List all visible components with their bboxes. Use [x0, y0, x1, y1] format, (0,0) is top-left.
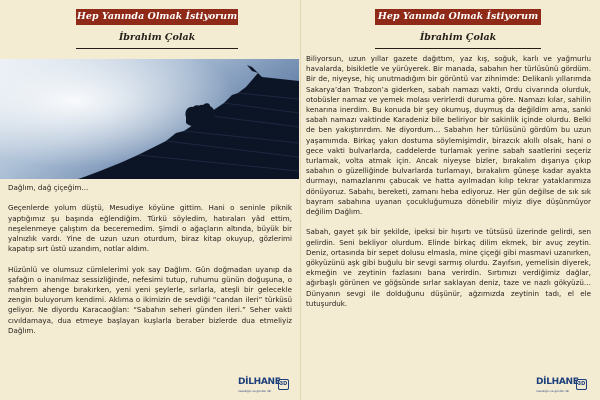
right-paragraph-2: Sabah, gayet şık bir şekilde, ipeksi bir hışırtı ve tütsüsü üzerinde gelirdi, sen gelirdin. Seni bekliyor olurdum. Elinde birkaç dilim ekmek, bir avuç zeytin. Deniz, ortasında bir sepet dolusu elmasla, mine çiçeği gibi masmavi uzanırken, gökyüzünü aşk gibi buğulu bir sevgi sarmış olurdu. Zayıfsın, yemelisin diyerek, ekmeğin ve zeytinin fazlasını bana verirdin. Sırtımızı verdiğimiz dağlar, ağırbaşlı görünen ve göğsünde sırlar saklayan deniz, taze ve nazlı gökyüzü… Dünyanın sevgi ile dolduğunu düşünür, ağzımızda zeytinin tadı, el ele tutuşurduk.	[306, 227, 591, 308]
book-title-banner: Hep Yanında Olmak İstiyorum	[76, 9, 238, 25]
book-title-banner-right: Hep Yanında Olmak İstiyorum	[375, 9, 541, 25]
right-body-text	[306, 54, 591, 309]
header-rule-right	[375, 48, 541, 49]
publisher-badge-icon-right	[576, 379, 587, 390]
rooftop-doves-photo	[0, 59, 299, 179]
publisher-name: DİLHANE	[238, 377, 281, 387]
author-name-right: İbrahim Çolak	[419, 32, 497, 43]
left-paragraph-1: Dağlım, dağ çiçeğim…	[8, 183, 89, 192]
publisher-name-right: DİLHANE	[536, 377, 579, 387]
publisher-logo	[238, 377, 290, 395]
left-paragraph-3: Hüzünlü ve olumsuz cümlelerimi yok say Dağlım. Gün doğmadan uyanıp da şafağın o inanılmaz sessizliğinde, nefesimi tutup, ruhumu günün doğuşuna, o mahrem ahenge bırakırken, yeni yeni şeylerle, sırlarla, ateşli bir gelecekle zengin buluyorum kendimi. Aklıma o ikimizin de sevdiği “candan ileri” türküsü geliyor. Ne diyordu Karacaoğlan: “Sabahın seheri günden ileri.” Seher vakti cıvıldamaya, dua etmeye başlayan kuşlarla beraber bizlerde dua etmeliyiz Dağlım.	[8, 264, 292, 335]
publisher-tagline-right: insanlığın ve gönlün dili	[536, 389, 570, 393]
publisher-badge-label: 3D	[279, 381, 288, 387]
header-rule	[76, 48, 238, 49]
publisher-badge-label-right: 3D	[577, 381, 586, 387]
right-paragraph-1: Biliyorsun, uzun yıllar gazete dağıttım, yaz kış, soğuk, karlı ve yağmurlu havalarda, bisikletle ve yürüyerek. Bir manada, sabahın her türlüsünü gördüm. Bir de, niyeyse, hiç unutmadığım bir görüntü var zihnimde: Delikanlı yıllarımda Sakarya’dan Trabzon’a giderken, sabah namazı vakti, Ordu civarında olurduk, otobüsler namaz ve yemek molası verirlerdi duruma göre. Namazı kılar, sahilin kenarına inerdim. Bu konuda bir şey okumuş, duymuş da değildim ama, sanki sabah namazı vaktinde Karadeniz bile beliriyor bir sakinlik içinde olurdu. Belki de ben yakıştırırdım. Ne diyordum… Sabahın her türlüsünü gördüm bu uzun yaşamımda. Birkaç yakın dostuma söylemişimdir, birazcık akıllı olsak, hani o gece vakti bulvarlarda, caddelerde turlamak yerine sabah saatlerini seçeriz turlamak, volta atmak için. Ancak niyeyse bizler, bırakalım dışarıya çıkıp sabahın o güzelliğinde bulvarlarda turlamayı, bırakalım güneşe kadar ayakta durmayı, namazlarımı çabucak ve hatta ayılmadan kılıp tekrar yataklarımıza dönüyoruz. Sabahı, bereketi, zamanı heba ediyoruz. Her gün değilse de sık sık bayram sabahına uyanan çocukluğumuza dönebilir miyiz diye düşünmüyor değilim Dağlım.	[306, 54, 591, 217]
left-paragraph-2: Geçenlerde yolum düştü, Mesudiye köyüne gittim. Hani o seninle piknik yaptığımız şu başında eğlendiğim. Türkü söyledim, hatıraları yâd ettim, neşelenmeye çalıştım da beceremedim. Şimdi o ağaçların altında, büyük bir yalnızlık vardı. Yine de uzun uzun oturdum, biraz kitap okuyup, gözlerimi kapatıp sırt üstü uzandım, notlar aldım.	[8, 203, 292, 254]
author-name: İbrahim Çolak	[118, 32, 196, 43]
left-body-text	[8, 183, 292, 336]
publisher-logo-right	[536, 377, 588, 395]
publisher-badge-icon	[278, 379, 289, 390]
rooftop-doves-illustration	[0, 59, 299, 179]
publisher-tagline: insanlığın ve gönlün dili	[238, 389, 272, 393]
